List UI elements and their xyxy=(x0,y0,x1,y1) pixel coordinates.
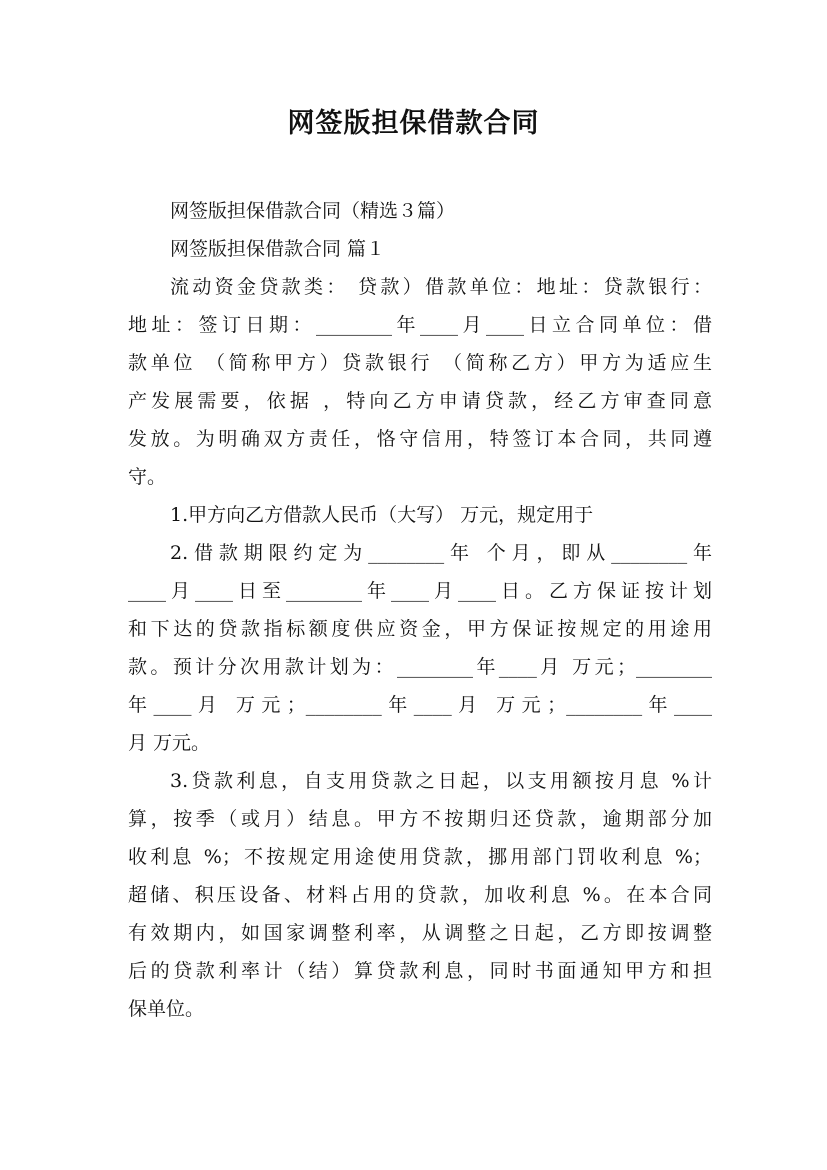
section-heading: 网签版担保借款合同 篇１ xyxy=(170,238,386,260)
clause-2-line: 年____月 万元；________年____月 万元；________年____ xyxy=(128,694,712,716)
clause-3-line: 3.贷款利息，自支用贷款之日起，以支用额按月息 %计 xyxy=(170,770,712,792)
clause-3-line: 保单位。 xyxy=(128,998,205,1020)
clause-3-line: 收利息 %；不按规定用途使用贷款，挪用部门罚收利息 %； xyxy=(128,846,712,868)
paragraph-line: 产发展需要，依据 ，特向乙方申请贷款，经乙方审查同意 xyxy=(128,390,712,412)
clause-2-line: 月 万元。 xyxy=(128,732,211,754)
clause-2-line: 2.借款期限约定为________年 个月，即从________年 xyxy=(170,542,712,564)
clause-1-line: 1.甲方向乙方借款人民币（大写） 万元，规定用于 xyxy=(170,504,594,526)
clause-3-line: 有效期内，如国家调整利率，从调整之日起，乙方即按调整 xyxy=(128,922,712,944)
clause-3-line: 算，按季（或月）结息。甲方不按期归还贷款，逾期部分加 xyxy=(128,808,712,830)
clause-3-line: 后的贷款利率计（结）算贷款利息，同时书面通知甲方和担 xyxy=(128,960,712,982)
paragraph-line: 流动资金贷款类： 贷款）借款单位：地址：贷款银行： xyxy=(170,276,712,298)
paragraph-line: 发放。为明确双方责任，恪守信用，特签订本合同，共同遵 xyxy=(128,428,712,450)
clause-3-line: 超储、积压设备、材料占用的贷款，加收利息 %。在本合同 xyxy=(128,884,712,906)
document-title: 网签版担保借款合同 xyxy=(287,108,540,139)
subtitle-line: 网签版担保借款合同（精选３篇） xyxy=(170,200,456,222)
paragraph-line: 地址：签订日期：________年____月____日立合同单位：借 xyxy=(128,314,712,336)
clause-2-line: 款。预计分次用款计划为：________年____月 万元；________ xyxy=(128,656,712,678)
paragraph-line: 守。 xyxy=(128,466,167,488)
document-body xyxy=(128,192,712,1028)
paragraph-line: 款单位 （简称甲方）贷款银行 （简称乙方）甲方为适应生 xyxy=(128,352,712,374)
clause-2-line: 和下达的贷款指标额度供应资金，甲方保证按规定的用途用 xyxy=(128,618,712,640)
clause-2-line: ____月____日至________年____月____日。乙方保证按计划 xyxy=(128,580,712,602)
